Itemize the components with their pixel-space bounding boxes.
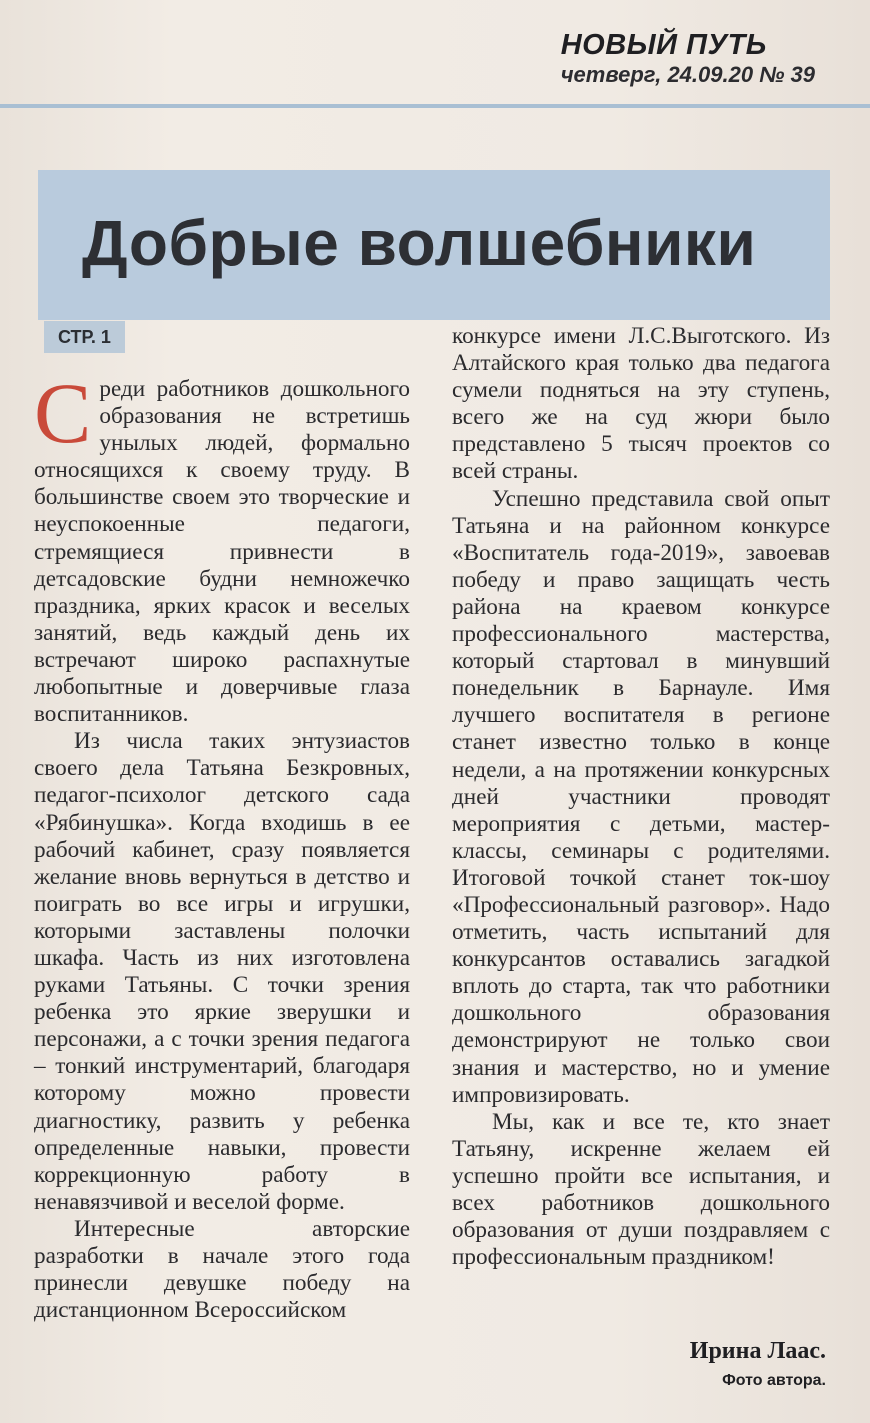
page-reference-badge: СТР. 1 bbox=[44, 321, 125, 353]
paragraph: Интересные авторские разработки в начале этого года принесли девушке победу на дистанционном Всероссийском bbox=[34, 1215, 410, 1324]
article-author: Ирина Лаас. bbox=[689, 1338, 826, 1364]
paragraph: Среди работников дошкольного образования не встретишь унылых людей, формально относящихся к своему труду. В большинстве своем это творческие и неуспокоенные педагоги, стремящиеся привнести в детсадовские будни немножечко праздника, ярких красок и веселых занятий, ведь каждый день их встречают широко распахнутые любопытные и доверчивые глаза воспитанников. bbox=[34, 365, 410, 728]
article-column-left bbox=[34, 365, 410, 1324]
photo-credit: Фото автора. bbox=[722, 1372, 826, 1389]
article-column-right bbox=[452, 323, 830, 1271]
article-headline: Добрые волшебники bbox=[82, 207, 757, 279]
paragraph: Успешно представила свой опыт Татьяна и на районном конкурсе «Воспитатель года-2019», завоевав победу и право защищать честь района на краевом конкурсе профессионального мастерства, который стартовал в минувший понедельник в Барнауле. Имя лучшего воспитателя в регионе станет известно только в конце недели, а на протяжении конкурсных дней участники проводят мероприятия с детьми, мастер-классы, семинары с родителями. Итоговой точкой станет ток-шоу «Профессиональный разговор». Надо отметить, часть испытаний для конкурсантов оставались загадкой вплоть до старта, так что работники дошкольного образования демонстрируют не только свои знания и мастерство, но и умение импровизировать. bbox=[452, 485, 830, 1108]
header-rule bbox=[0, 104, 870, 108]
paragraph: конкурсе имени Л.С.Выготского. Из Алтайского края только два педагога сумели подняться на эту ступень, всего же на суд жюри было представлено 5 тысяч проектов со всей страны. bbox=[452, 323, 830, 485]
paragraph: Мы, как и все те, кто знает Татьяну, искренне желаем ей успешно пройти все испытания, и всех работников дошкольного образования от души поздравляем с профессиональным праздником! bbox=[452, 1108, 830, 1271]
bleed-through-text bbox=[490, 0, 870, 30]
issue-date: четверг, 24.09.20 № 39 bbox=[560, 62, 815, 87]
drop-cap: С bbox=[34, 365, 92, 461]
newspaper-name: НОВЫЙ ПУТЬ bbox=[560, 29, 767, 61]
masthead bbox=[561, 28, 815, 88]
paragraph: Из числа таких энтузиастов своего дела Татьяна Безкровных, педагог-психолог детского сада «Рябинушка». Когда входишь в ее рабочий кабинет, сразу появляется желание вновь вернуться в детство и поиграть во все игры и игрушки, которыми заставлены полочки шкафа. Часть из них изготовлена руками Татьяны. С точки зрения ребенка это яркие зверушки и персонажи, а с точки зрения педагога – тонкий инструментарий, благодаря которому можно провести диагностику, развить у ребенка определенные навыки, провести коррекционную работу в ненавязчивой и веселой форме. bbox=[34, 728, 410, 1215]
